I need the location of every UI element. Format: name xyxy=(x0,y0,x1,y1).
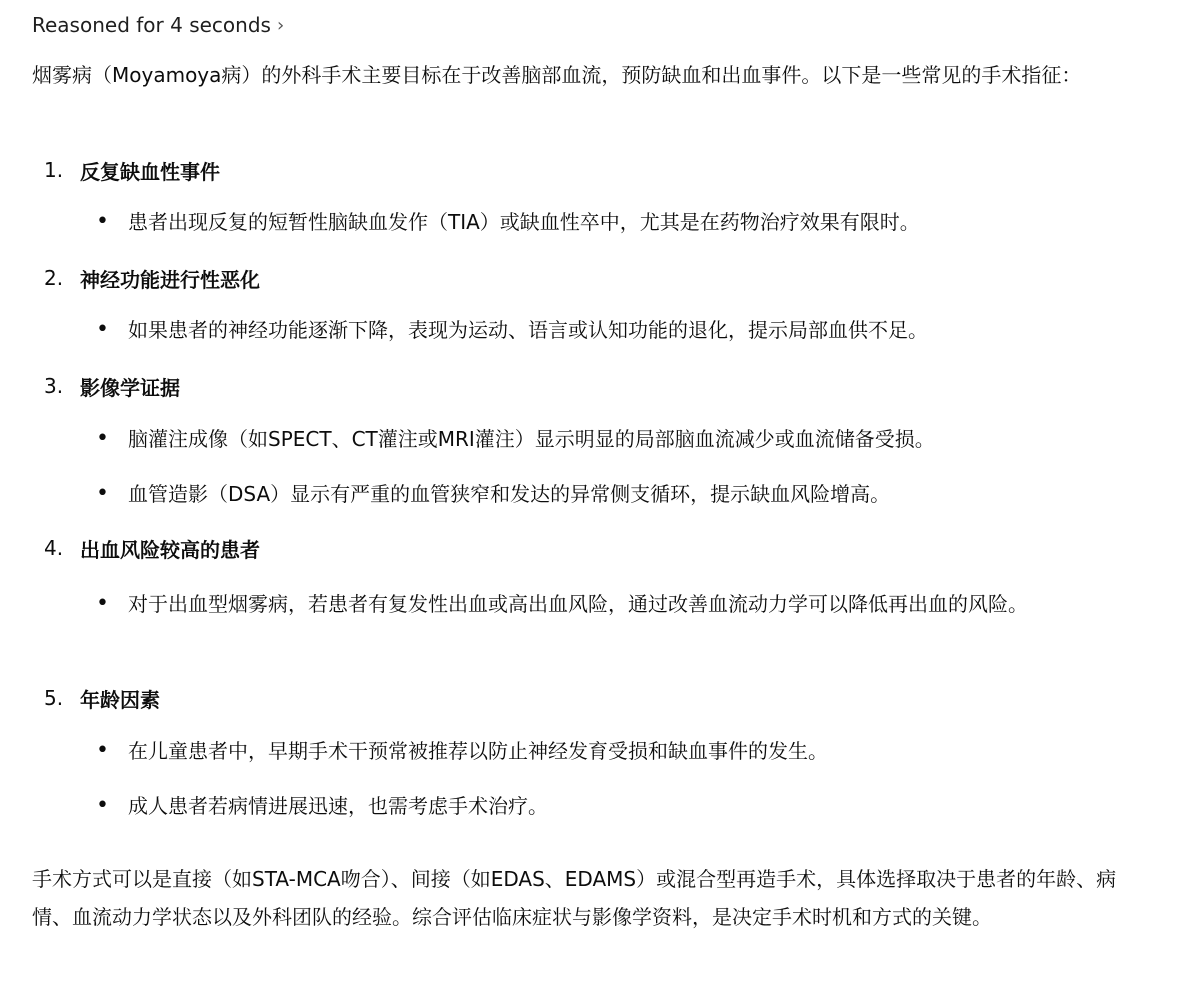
list-number: 5. xyxy=(44,686,64,710)
bullet-text: 血管造影（DSA）显示有严重的血管狭窄和发达的异常侧支循环，提示缺血风险增高。 xyxy=(128,482,891,506)
list-item-heading xyxy=(44,155,220,185)
outro-paragraph: 手术方式可以是直接（如STA-MCA吻合）、间接（如EDAS、EDAMS）或混合型再造手术，具体选择取决于患者的年龄、病情、血流动力学状态以及外科团队的经验。综合评估临床症状与影像学资料，是决定手术时机和方式的关键。 xyxy=(32,867,1117,929)
bullet-icon: • xyxy=(96,481,109,506)
bullet-item xyxy=(96,475,1106,513)
list-item-heading xyxy=(44,263,260,293)
bullet-item xyxy=(96,311,1106,349)
bullet-text: 脑灌注成像（如SPECT、CT灌注或MRI灌注）显示明显的局部脑血流减少或血流储备受损。 xyxy=(128,427,935,451)
bullet-text: 如果患者的神经功能逐渐下降，表现为运动、语言或认知功能的退化，提示局部血供不足。 xyxy=(128,318,928,342)
bullet-icon: • xyxy=(96,317,109,342)
list-number: 1. xyxy=(44,158,64,182)
list-title: 影像学证据 xyxy=(80,375,180,400)
bullet-icon: • xyxy=(96,591,109,616)
list-number: 2. xyxy=(44,266,64,290)
list-item-heading xyxy=(44,371,180,401)
reasoned-toggle[interactable] xyxy=(32,10,284,40)
bullet-icon: • xyxy=(96,209,109,234)
bullet-item xyxy=(96,732,1106,770)
bullet-icon: • xyxy=(96,738,109,763)
bullet-text: 对于出血型烟雾病，若患者有复发性出血或高出血风险，通过改善血流动力学可以降低再出血的风险。 xyxy=(128,592,1028,616)
list-item-heading xyxy=(44,683,160,713)
list-title: 反复缺血性事件 xyxy=(80,159,220,184)
list-number: 4. xyxy=(44,536,64,560)
list-title: 出血风险较高的患者 xyxy=(80,537,260,562)
list-number: 3. xyxy=(44,374,64,398)
bullet-item xyxy=(96,420,1106,458)
bullet-item xyxy=(96,585,1106,623)
bullet-text: 患者出现反复的短暂性脑缺血发作（TIA）或缺血性卒中，尤其是在药物治疗效果有限时。 xyxy=(128,210,920,234)
list-title: 神经功能进行性恶化 xyxy=(80,267,260,292)
list-item-heading xyxy=(44,533,260,563)
bullet-text: 成人患者若病情进展迅速，也需考虑手术治疗。 xyxy=(128,794,548,818)
intro-paragraph: 烟雾病（Moyamoya病）的外科手术主要目标在于改善脑部血流，预防缺血和出血事件。以下是一些常见的手术指征： xyxy=(32,63,1082,87)
reasoned-label: Reasoned for 4 seconds xyxy=(32,13,271,37)
bullet-icon: • xyxy=(96,426,109,451)
bullet-item xyxy=(96,203,1106,241)
list-title: 年龄因素 xyxy=(80,687,160,712)
bullet-item xyxy=(96,787,1106,825)
bullet-text: 在儿童患者中，早期手术干预常被推荐以防止神经发育受损和缺血事件的发生。 xyxy=(128,739,828,763)
chevron-right-icon: › xyxy=(276,14,285,36)
bullet-icon: • xyxy=(96,793,109,818)
